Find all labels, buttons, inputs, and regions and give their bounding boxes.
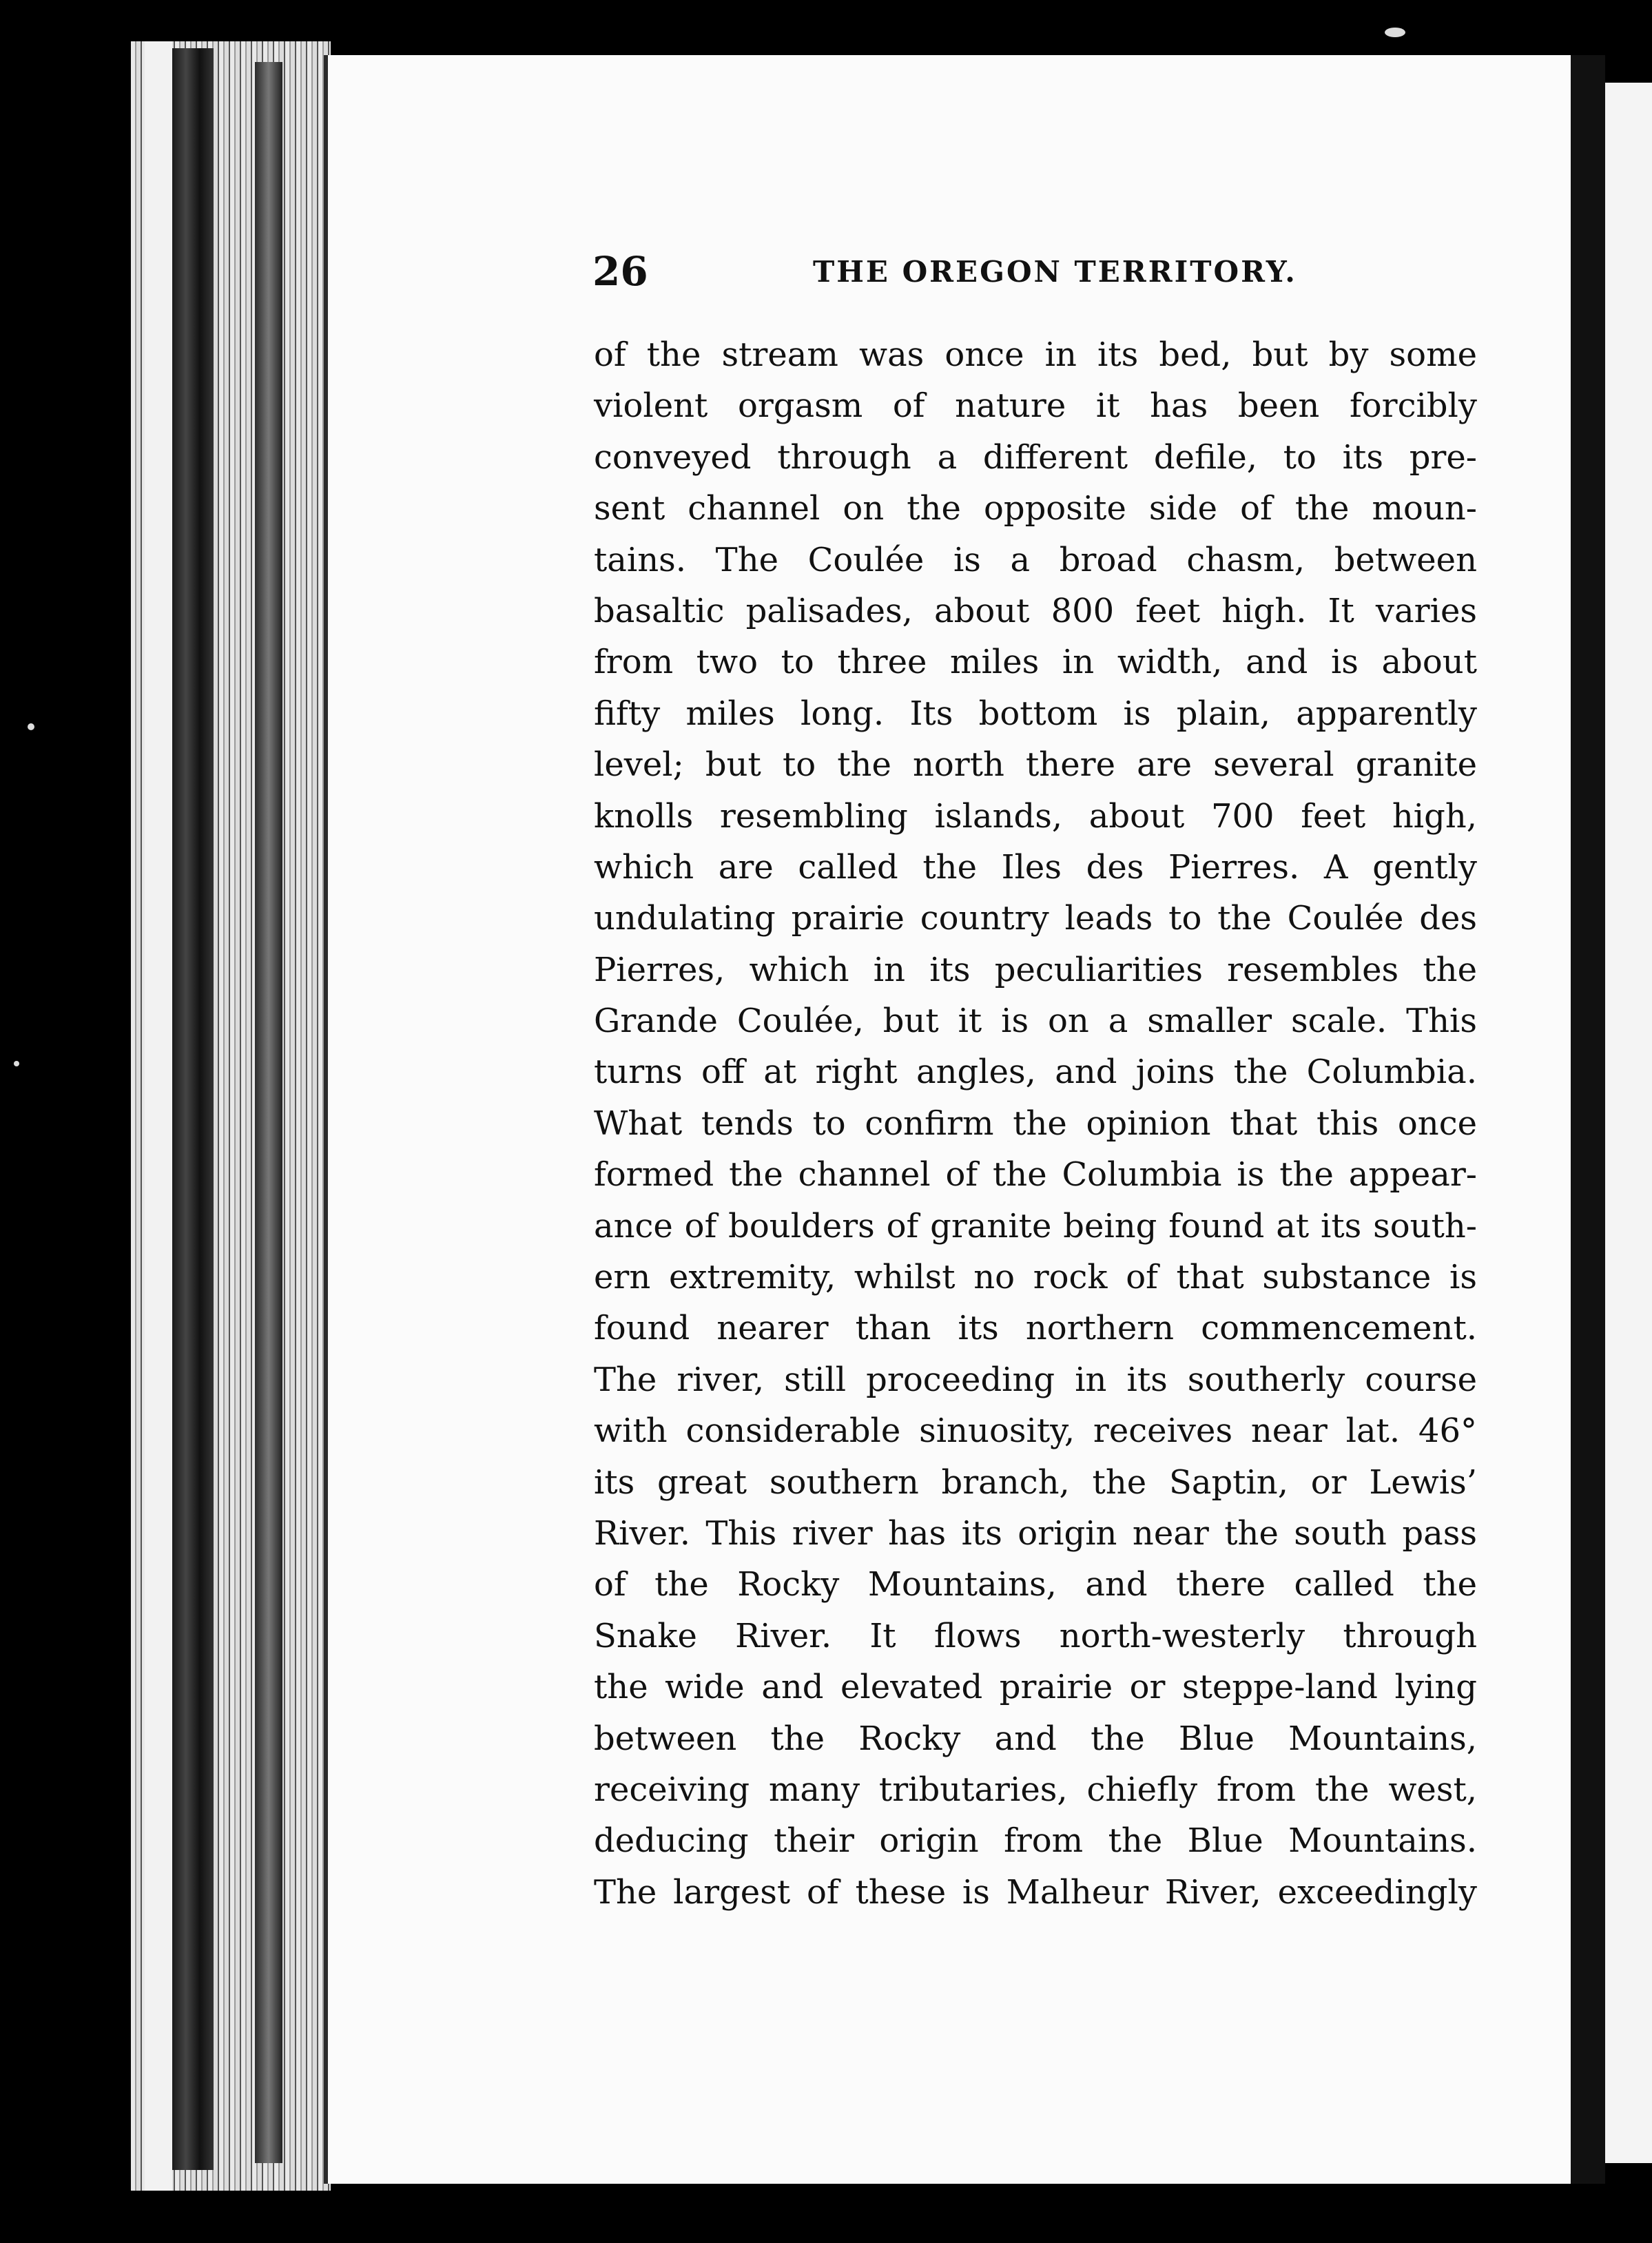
page-number: 26 bbox=[592, 248, 648, 295]
text-line: knolls resembling islands, about 700 feet high, bbox=[594, 796, 1477, 836]
scan-speck bbox=[1385, 28, 1405, 37]
text-line: Snake River. It flows north-westerly through bbox=[594, 1616, 1477, 1655]
text-line: sent channel on the opposite side of the moun- bbox=[594, 489, 1477, 528]
facing-page-edge bbox=[1605, 83, 1652, 2163]
text-line: of the Rocky Mountains, and there called the bbox=[594, 1565, 1477, 1604]
text-line: ance of boulders of granite being found at its south- bbox=[594, 1206, 1477, 1245]
gutter-shadow bbox=[1571, 55, 1605, 2184]
text-line: tains. The Coulée is a broad chasm, between bbox=[594, 540, 1477, 579]
page-edge-shadow-inner bbox=[255, 62, 282, 2163]
text-line: fifty miles long. Its bottom is plain, apparently bbox=[594, 694, 1477, 733]
page-edge-shadow bbox=[172, 48, 214, 2170]
text-line: violent orgasm of nature it has been forcibly bbox=[594, 386, 1477, 426]
text-line: of the stream was once in its bed, but by some bbox=[594, 335, 1477, 374]
text-line: Pierres, which in its peculiarities resembles the bbox=[594, 950, 1477, 989]
text-line: River. This river has its origin near the south pass bbox=[594, 1513, 1477, 1553]
text-line: from two to three miles in width, and is about bbox=[594, 643, 1477, 682]
running-head bbox=[592, 248, 1488, 303]
text-line: basaltic palisades, about 800 feet high. It varies bbox=[594, 591, 1477, 630]
text-line: formed the channel of the Columbia is the appear- bbox=[594, 1155, 1477, 1195]
text-line: undulating prairie country leads to the Coulée des bbox=[594, 899, 1477, 938]
text-line: turns off at right angles, and joins the Columbia. bbox=[594, 1053, 1477, 1092]
text-line: conveyed through a different defile, to its pre- bbox=[594, 437, 1477, 477]
text-line: found nearer than its northern commencement. bbox=[594, 1309, 1477, 1348]
scan-speck bbox=[14, 1061, 19, 1066]
text-line: deducing their origin from the Blue Mountains. bbox=[594, 1821, 1477, 1861]
text-line: between the Rocky and the Blue Mountains, bbox=[594, 1719, 1477, 1758]
text-line: with considerable sinuosity, receives near lat. 46° bbox=[594, 1412, 1477, 1451]
page-edge-light bbox=[145, 41, 172, 2191]
text-line: receiving many tributaries, chiefly from the west, bbox=[594, 1770, 1477, 1809]
text-line: its great southern branch, the Saptin, or Lewis’ bbox=[594, 1462, 1477, 1502]
running-title: THE OREGON TERRITORY. bbox=[813, 255, 1297, 289]
text-line: the wide and elevated prairie or steppe-land lying bbox=[594, 1668, 1477, 1707]
scan-speck bbox=[28, 723, 34, 730]
text-line: which are called the Iles des Pierres. A gently bbox=[594, 847, 1477, 887]
text-line: What tends to confirm the opinion that this once bbox=[594, 1104, 1477, 1143]
text-line: The river, still proceeding in its southerly course bbox=[594, 1360, 1477, 1399]
body-text bbox=[594, 329, 1477, 1918]
text-line: Grande Coulée, but it is on a smaller scale. This bbox=[594, 1002, 1477, 1041]
text-line: level; but to the north there are several granite bbox=[594, 745, 1477, 785]
text-line: ern extremity, whilst no rock of that substance is bbox=[594, 1258, 1477, 1297]
text-line: The largest of these is Malheur River, exceedingly bbox=[594, 1872, 1477, 1912]
